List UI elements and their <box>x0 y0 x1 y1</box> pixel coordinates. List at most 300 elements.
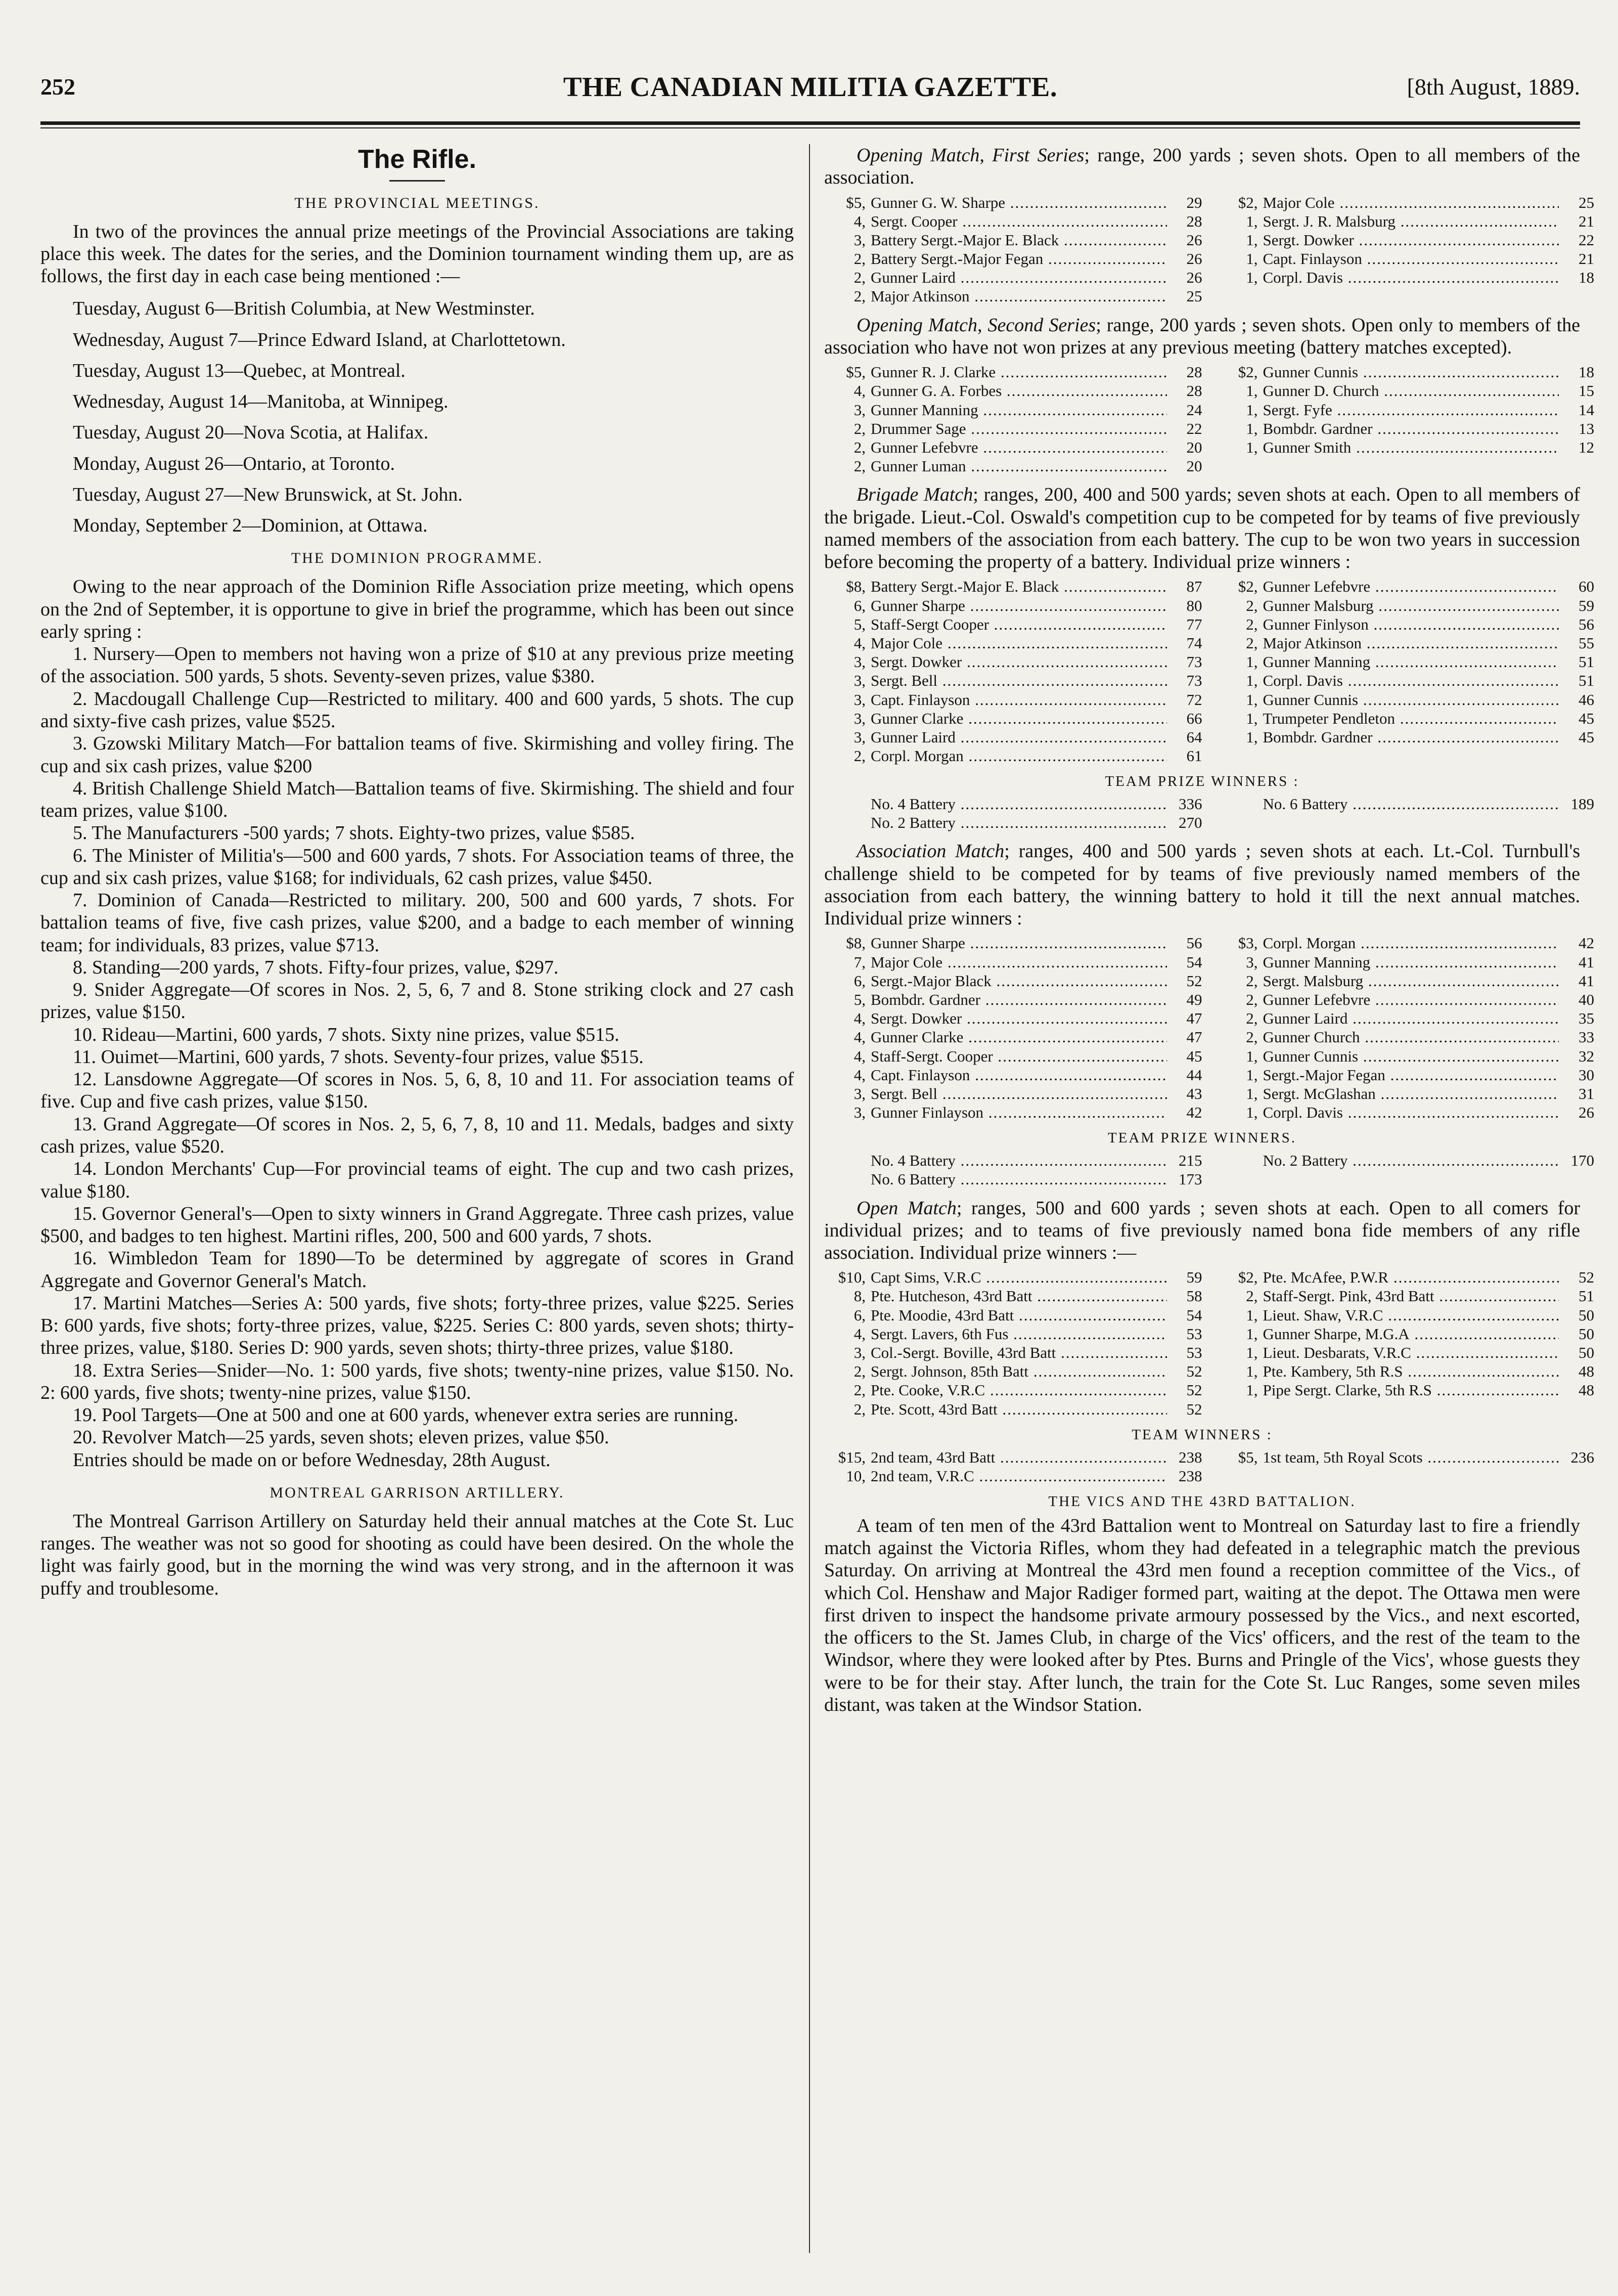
score: 30 <box>1579 1066 1594 1084</box>
programme-item: 17. Martini Matches—Series A: 500 yards, five shots; forty-three prizes, value $225. Series B: 600 yards, five shots; forty-three prizes, value, $225. Series C: 800 yards, seven shots; thirty-three prizes, value, $180. Series D: 900 yards, seven shots; thirty-three prizes, value $180. <box>40 1292 794 1359</box>
prize-row <box>824 1028 1202 1046</box>
competitor-name: Gunner Luman ..... <box>871 457 1167 475</box>
competitor-name: Gunner Church ..... <box>1263 1028 1559 1046</box>
competitor-name: Trumpeter Pendleton ..... <box>1263 709 1559 728</box>
score: 41 <box>1579 953 1594 971</box>
prize-row <box>1217 1084 1595 1103</box>
prize-row <box>824 1448 1202 1467</box>
prize-row <box>1217 1151 1595 1170</box>
prize-row <box>824 1084 1202 1103</box>
competitor-name: Sergt. Fyfe ..... <box>1263 401 1559 419</box>
prize-amount: 5, <box>853 615 866 633</box>
competitor-name: Gunner Cunnis ..... <box>1263 690 1559 709</box>
prize-row <box>1217 972 1595 990</box>
score: 42 <box>1186 1103 1202 1122</box>
score: 15 <box>1579 382 1594 400</box>
score: 53 <box>1186 1344 1202 1362</box>
prize-row <box>824 1047 1202 1066</box>
prize-row <box>824 690 1202 709</box>
prize-amount: 4, <box>853 1009 866 1028</box>
programme-item: 13. Grand Aggregate—Of scores in Nos. 2, 5, 6, 7, 8, 10 and 11. Medals, badges and sixty cash prizes, value $520. <box>40 1113 794 1158</box>
score: 50 <box>1579 1324 1594 1343</box>
prize-amount: 2, <box>1246 634 1258 652</box>
prize-amount: 4, <box>853 1028 866 1046</box>
prize-amount: 2, <box>853 457 866 475</box>
match-description: ; ranges, 500 and 600 yards ; seven shots at each. Open to all comers for individual prizes; and to teams of five previously named bona fide members of any rifle association. Individual prize winners :— <box>824 1197 1581 1264</box>
prize-column-left <box>824 193 1209 306</box>
programme-item: 7. Dominion of Canada—Restricted to military. 200, 500 and 600 yards, 7 shots. For battalion teams of five, five cash prizes, value $200, and a badge to each member of winning team; for individuals, 83 prizes, value $713. <box>40 890 794 956</box>
prize-amount: 1, <box>1246 1344 1258 1362</box>
prize-amount: 1, <box>1246 438 1258 456</box>
prize-column-left <box>824 363 1209 475</box>
programme-item: 1. Nursery—Open to members not having won a prize of $10 at any previous prize meeting of the association. 500 yards, 5 shots. Seventy-seven prizes, value $380. <box>40 643 794 687</box>
entries-note: Entries should be made on or before Wednesday, 28th August. <box>73 1449 551 1471</box>
team-prize-heading: TEAM PRIZE WINNERS. <box>1107 1130 1297 1146</box>
score: 47 <box>1186 1009 1202 1028</box>
vics-text: A team of ten men of the 43rd Battalion went to Montreal on Saturday last to fire a friendly match against the Victoria Rifles, whom they had defeated in a telegraphic match the previous Saturday. On arriving at Montreal the 43rd men found a reception committee of the Vics., of which Col. Henshaw and Major Radiger formed part, waiting at the depot. The Ottawa men were first driven to inspect the handsome private armoury possessed by the Vics., and next escorted, the officers to the St. James Club, in charge of the Vics' officers, and the rest of the team to the Windsor, where they were looked after by Ptes. Burns and Pringle of the Vics', whose guests they were to be for their stay. After lunch, the train for the Cote St. Luc Ranges, some seven miles distant, was taken at the Windsor Station. <box>824 1515 1580 1715</box>
prize-amount: $8, <box>846 578 866 596</box>
competitor-name: Battery Sergt.-Major E. Black ..... <box>871 231 1167 249</box>
prize-amount: 5, <box>853 991 866 1009</box>
score: 55 <box>1579 634 1594 652</box>
match-description: ; ranges, 200, 400 and 500 yards; seven shots at each. Open to all members of the brigade. Lieut.-Col. Oswald's competition cup to be competed for by teams of five previously named members of the association from each battery. The cup to be won two years in succession before becoming the property of a battery. Individual prize winners : <box>824 484 1580 573</box>
score: 59 <box>1579 596 1594 614</box>
score: 72 <box>1186 690 1202 709</box>
prize-row <box>1217 1268 1595 1287</box>
score: 12 <box>1579 438 1594 456</box>
prize-amount: 2, <box>1246 991 1258 1009</box>
score: 42 <box>1579 934 1594 952</box>
score: 22 <box>1579 231 1594 249</box>
competitor-name: Battery Sergt.-Major E. Black ..... <box>871 577 1167 596</box>
prize-amount: 2, <box>853 419 866 437</box>
score: 28 <box>1186 212 1202 230</box>
score: 56 <box>1186 934 1202 952</box>
programme-item: 4. British Challenge Shield Match—Battalion teams of five. Skirmishing. The shield and four team prizes, value $100. <box>40 777 794 822</box>
competitor-name: Bombdr. Gardner ..... <box>1263 728 1559 746</box>
competitor-name: Major Cole ..... <box>871 634 1167 652</box>
programme-item: 16. Wimbledon Team for 1890—To be determined by aggregate of scores in Grand Aggregate and Governor General's Match. <box>40 1248 794 1292</box>
competitor-name: Staff-Sergt Cooper ..... <box>871 615 1167 634</box>
prize-row <box>824 671 1202 690</box>
competitor-name: Pte. Cooke, V.R.C ..... <box>871 1381 1167 1399</box>
prize-row <box>824 813 1202 832</box>
competitor-name: Gunner Lefebvre ..... <box>1263 577 1559 596</box>
score: 40 <box>1579 991 1594 1009</box>
score: 53 <box>1186 1324 1202 1343</box>
competitor-name: Major Cole ..... <box>871 953 1167 972</box>
prize-column-right <box>1209 1151 1595 1188</box>
competitor-name: Capt. Finlayson ..... <box>871 690 1167 709</box>
score: 35 <box>1579 1009 1594 1028</box>
prize-column-right <box>1209 363 1595 475</box>
programme-item: 10. Rideau—Martini, 600 yards, 7 shots. Sixty nine prizes, value $515. <box>73 1024 619 1045</box>
score: 52 <box>1186 1381 1202 1399</box>
prize-amount: 1, <box>1246 212 1258 230</box>
score: 61 <box>1186 747 1202 765</box>
prize-row <box>1217 1381 1595 1399</box>
score: 26 <box>1186 269 1202 287</box>
score: 54 <box>1186 1306 1202 1324</box>
prize-row <box>1217 728 1595 746</box>
prize-row <box>824 1324 1202 1343</box>
score: 18 <box>1579 269 1594 287</box>
competitor-name: Pipe Sergt. Clarke, 5th R.S ..... <box>1263 1381 1559 1399</box>
prize-amount: 1, <box>1246 231 1258 249</box>
prize-row <box>1217 231 1595 249</box>
competitor-name: Sergt. J. R. Malsburg ..... <box>1263 212 1559 231</box>
score: 59 <box>1186 1268 1202 1287</box>
score: 28 <box>1186 382 1202 400</box>
masthead <box>40 66 1580 111</box>
prize-amount: 2, <box>853 438 866 456</box>
score: 26 <box>1186 231 1202 249</box>
prize-amount: 3, <box>853 1103 866 1122</box>
match-title: Brigade Match <box>857 484 973 506</box>
masthead-rule-thin <box>40 127 1580 128</box>
competitor-name: Gunner Manning ..... <box>1263 953 1559 972</box>
team-prize-table <box>824 794 1594 832</box>
page-number: 252 <box>40 74 75 100</box>
competitor-name: Pte. McAfee, P.W.R ..... <box>1263 1268 1559 1287</box>
prize-column-left <box>824 794 1209 832</box>
prize-row <box>824 652 1202 671</box>
prize-amount: 1, <box>1246 1103 1258 1122</box>
prize-row <box>1217 615 1595 634</box>
prize-row <box>824 363 1202 381</box>
prize-row <box>1217 690 1595 709</box>
score: 50 <box>1579 1344 1594 1362</box>
prize-row <box>824 746 1202 765</box>
programme-item: 2. Macdougall Challenge Cup—Restricted to military. 400 and 600 yards, 5 shots. The cup and sixty-five cash prizes, value $525. <box>40 688 794 732</box>
score: 73 <box>1186 672 1202 690</box>
score: 60 <box>1579 578 1594 596</box>
competitor-name: Sergt. Cooper ..... <box>871 212 1167 231</box>
competitor-name: Sergt. Dowker ..... <box>871 652 1167 671</box>
prize-row <box>1217 953 1595 972</box>
competitor-name: Pte. Scott, 43rd Batt ..... <box>871 1400 1167 1419</box>
prize-row <box>1217 1066 1595 1084</box>
competitor-name: Gunner Laird ..... <box>1263 1009 1559 1028</box>
programme-item: 18. Extra Series—Snider—No. 1: 500 yards, five shots; twenty-nine prizes, value $150. No. 2: 600 yards, five shots; twenty-nine prizes, value $150. <box>40 1359 794 1403</box>
competitor-name: Gunner Sharpe, M.G.A ..... <box>1263 1324 1559 1343</box>
competitor-name: Staff-Sergt. Cooper ..... <box>871 1047 1167 1066</box>
score: 74 <box>1186 634 1202 652</box>
prize-amount: 2, <box>1246 1287 1258 1305</box>
competitor-name: Corpl. Davis ..... <box>1263 1103 1559 1122</box>
competitor-name: Gunner Lefebvre ..... <box>871 438 1167 457</box>
prize-row <box>824 1362 1202 1381</box>
competitor-name: Corpl. Davis ..... <box>1263 671 1559 690</box>
prize-amount: $10, <box>838 1268 866 1287</box>
score: 336 <box>1179 795 1202 813</box>
score: 21 <box>1579 250 1594 268</box>
prize-amount: $15, <box>838 1448 866 1466</box>
programme-item: 14. London Merchants' Cup—For provincial teams of eight. The cup and two cash prizes, value $180. <box>40 1158 794 1202</box>
competitor-name: Sergt. Malsburg ..... <box>1263 972 1559 990</box>
score: 26 <box>1186 250 1202 268</box>
prize-table <box>824 1268 1594 1419</box>
prize-amount: 1, <box>1246 1047 1258 1065</box>
prize-amount: 6, <box>853 1306 866 1324</box>
competitor-name: Bombdr. Gardner ..... <box>1263 419 1559 438</box>
match-paragraph <box>824 144 1580 189</box>
score: 51 <box>1579 653 1594 671</box>
competitor-name: Lieut. Desbarats, V.R.C ..... <box>1263 1343 1559 1362</box>
prize-amount: 1, <box>1246 728 1258 746</box>
column-divider <box>809 144 810 2253</box>
prize-row <box>824 794 1202 813</box>
prize-row <box>824 1103 1202 1122</box>
score: 50 <box>1579 1306 1594 1324</box>
prize-row <box>1217 709 1595 728</box>
score: 236 <box>1570 1448 1594 1466</box>
competitor-name: Pte. Kambery, 5th R.S ..... <box>1263 1362 1559 1381</box>
score: 33 <box>1579 1028 1594 1046</box>
prize-amount: 1, <box>1246 1362 1258 1381</box>
prize-row <box>824 934 1202 952</box>
score: 238 <box>1179 1448 1202 1466</box>
prize-row <box>1217 1448 1595 1467</box>
date-item: Tuesday, August 13—Quebec, at Montreal. <box>73 360 406 381</box>
competitor-name: Sergt. Bell ..... <box>871 1084 1167 1103</box>
score: 25 <box>1186 287 1202 305</box>
prize-row <box>1217 652 1595 671</box>
score: 54 <box>1186 953 1202 971</box>
competitor-name: Gunner Sharpe ..... <box>871 934 1167 952</box>
score: 48 <box>1579 1381 1594 1399</box>
prize-amount: 3, <box>853 672 866 690</box>
prize-table <box>824 363 1594 475</box>
prize-amount: 10, <box>846 1467 866 1485</box>
prize-row <box>1217 1047 1595 1066</box>
competitor-name: Gunner Manning ..... <box>871 401 1167 419</box>
prize-amount: 2, <box>853 287 866 305</box>
score: 49 <box>1186 991 1202 1009</box>
match-paragraph <box>824 840 1580 930</box>
prize-row <box>824 419 1202 438</box>
competitor-name: Corpl. Morgan ..... <box>871 746 1167 765</box>
competitor-name: Gunner G. A. Forbes ..... <box>871 381 1167 400</box>
prize-row <box>1217 1103 1595 1122</box>
prize-row <box>824 268 1202 287</box>
prize-amount: 4, <box>853 1324 866 1343</box>
competitor-name: 2nd team, V.R.C ..... <box>871 1467 1167 1485</box>
prize-amount: 7, <box>853 953 866 971</box>
prize-row <box>1217 1287 1595 1305</box>
prize-row <box>824 577 1202 596</box>
competitor-name: 1st team, 5th Royal Scots ..... <box>1263 1448 1559 1467</box>
score: 52 <box>1186 1362 1202 1381</box>
programme-item: 12. Lansdowne Aggregate—Of scores in Nos. 5, 6, 8, 10 and 11. For association teams of five. Cup and five cash prizes, value $150. <box>40 1069 794 1113</box>
prize-row <box>824 231 1202 249</box>
score: 238 <box>1179 1467 1202 1485</box>
prize-amount: 6, <box>853 596 866 614</box>
prize-row <box>824 990 1202 1009</box>
prize-row <box>1217 212 1595 231</box>
score: 170 <box>1570 1152 1594 1170</box>
prize-table <box>824 577 1594 765</box>
score: 52 <box>1186 1400 1202 1418</box>
prize-amount: 1, <box>1246 690 1258 709</box>
match-description: ; range, 200 yards ; seven shots. Open to all members of the association. <box>824 145 1580 189</box>
prize-amount: 2, <box>853 1400 866 1418</box>
prize-row <box>824 1268 1202 1287</box>
date-item: Wednesday, August 14—Manitoba, at Winnipeg. <box>73 391 448 413</box>
prize-row <box>1217 1362 1595 1381</box>
prize-amount: 2, <box>1246 615 1258 633</box>
prize-row <box>824 953 1202 972</box>
score: 52 <box>1186 972 1202 990</box>
competitor-name: Bombdr. Gardner ..... <box>871 990 1167 1009</box>
score: 41 <box>1579 972 1594 990</box>
score: 56 <box>1579 615 1594 633</box>
date-item: Tuesday, August 6—British Columbia, at New Westminster. <box>73 298 535 320</box>
score: 18 <box>1579 363 1594 381</box>
competitor-name: Capt. Finlayson ..... <box>871 1066 1167 1084</box>
competitor-name: Gunner R. J. Clarke ..... <box>871 363 1167 381</box>
score: 26 <box>1579 1103 1594 1122</box>
prize-amount: 3, <box>853 728 866 746</box>
competitor-name: Pte. Moodie, 43rd Batt ..... <box>871 1306 1167 1324</box>
competitor-name: Gunner Laird ..... <box>871 728 1167 746</box>
date-item: Monday, August 26—Ontario, at Toronto. <box>73 453 395 474</box>
prize-amount: 4, <box>853 382 866 400</box>
prize-row <box>1217 268 1595 287</box>
prize-amount: 2, <box>853 250 866 268</box>
match-title: Association Match <box>857 841 1005 862</box>
competitor-name: Lieut. Shaw, V.R.C ..... <box>1263 1306 1559 1324</box>
competitor-name: Capt. Finlayson ..... <box>1263 249 1559 268</box>
programme-item: 3. Gzowski Military Match—For battalion teams of five. Skirmishing and volley firing. The cup and six cash prizes, value $200 <box>40 733 794 777</box>
score: 73 <box>1186 653 1202 671</box>
score: 45 <box>1186 1047 1202 1065</box>
prize-table <box>824 193 1594 306</box>
competitor-name: Sergt. McGlashan ..... <box>1263 1084 1559 1103</box>
prize-amount: 1, <box>1246 401 1258 419</box>
prize-amount: $2, <box>1238 193 1258 211</box>
competitor-name: Gunner Laird ..... <box>871 268 1167 287</box>
prize-column-left <box>824 1268 1209 1419</box>
score: 32 <box>1579 1047 1594 1065</box>
programme-list <box>40 643 794 1471</box>
prize-amount: $8, <box>846 934 866 952</box>
prize-amount: 6, <box>853 972 866 990</box>
provincial-heading: THE PROVINCIAL MEETINGS. <box>294 194 540 211</box>
competitor-name: 2nd team, 43rd Batt ..... <box>871 1448 1167 1467</box>
date-item: Tuesday, August 20—Nova Scotia, at Halifax. <box>73 422 429 444</box>
prize-row <box>1217 794 1595 813</box>
score: 51 <box>1579 672 1594 690</box>
prize-row <box>824 1381 1202 1399</box>
prize-amount: $5, <box>1238 1448 1258 1466</box>
competitor-name: Capt Sims, V.R.C ..... <box>871 1268 1167 1287</box>
score: 29 <box>1186 193 1202 211</box>
score: 24 <box>1186 401 1202 419</box>
prize-amount: 8, <box>853 1287 866 1305</box>
score: 52 <box>1579 1268 1594 1287</box>
score: 64 <box>1186 728 1202 746</box>
prize-amount: 3, <box>853 690 866 709</box>
score: 22 <box>1186 419 1202 437</box>
prize-row <box>824 1287 1202 1305</box>
score: 80 <box>1186 596 1202 614</box>
masthead-date: [8th August, 1889. <box>1407 74 1580 100</box>
competitor-name: No. 2 Battery ..... <box>871 813 1167 832</box>
competitor-name: Gunner Cunnis ..... <box>1263 363 1559 381</box>
competitor-name: Gunner Cunnis ..... <box>1263 1047 1559 1066</box>
prize-row <box>824 615 1202 634</box>
score: 43 <box>1186 1084 1202 1102</box>
prize-row <box>824 1066 1202 1084</box>
score: 66 <box>1186 709 1202 727</box>
competitor-name: Gunner G. W. Sharpe ..... <box>871 193 1167 212</box>
match-description: ; range, 200 yards ; seven shots. Open only to members of the association who have not won prizes at any previous meeting (battery matches excepted). <box>824 314 1580 358</box>
prize-amount: 2, <box>853 269 866 287</box>
left-column <box>40 144 794 1600</box>
score: 45 <box>1579 728 1594 746</box>
prize-row <box>1217 577 1595 596</box>
prize-amount: 1, <box>1246 419 1258 437</box>
prize-row <box>824 193 1202 212</box>
score: 48 <box>1579 1362 1594 1381</box>
competitor-name: Gunner Finlyson ..... <box>1263 615 1559 634</box>
prize-amount: 3, <box>853 1084 866 1102</box>
prize-row <box>1217 934 1595 952</box>
competitor-name: Sergt. Dowker ..... <box>1263 231 1559 249</box>
prize-amount: 1, <box>1246 1324 1258 1343</box>
prize-amount: 3, <box>853 709 866 727</box>
masthead-title: THE CANADIAN MILITIA GAZETTE. <box>563 71 1058 102</box>
match-title: Open Match <box>857 1197 957 1219</box>
date-item: Tuesday, August 27—New Brunswick, at St. John. <box>73 483 463 505</box>
dominion-intro: Owing to the near approach of the Dominion Rifle Association prize meeting, which opens on the 2nd of September, it is opportune to give in brief the programme, which has been out since early spring : <box>40 576 794 642</box>
prize-row <box>1217 596 1595 615</box>
prize-amount: 3, <box>853 653 866 671</box>
prize-amount: 4, <box>853 212 866 230</box>
competitor-name: Gunner D. Church ..... <box>1263 381 1559 400</box>
garrison-text: The Montreal Garrison Artillery on Saturday held their annual matches at the Cote St. Luc ranges. The weather was not so good for shooting as could have been desired. On the whole the light was fairly good, but in the morning the wind was very strong, and in the afternoon it was puffy and troublesome. <box>40 1510 794 1599</box>
prize-amount: 1, <box>1246 1306 1258 1324</box>
prize-amount: 3, <box>853 401 866 419</box>
prize-row <box>824 709 1202 728</box>
score: 215 <box>1179 1152 1202 1170</box>
score: 189 <box>1570 795 1594 813</box>
score: 25 <box>1579 193 1594 211</box>
competitor-name: Gunner Clarke ..... <box>871 709 1167 728</box>
competitor-name: Sergt. Lavers, 6th Fus ..... <box>871 1324 1167 1343</box>
prize-row <box>824 1400 1202 1419</box>
section-heading: The Rifle. <box>357 145 477 174</box>
competitor-name: Col.-Sergt. Boville, 43rd Batt ..... <box>871 1343 1167 1362</box>
competitor-name: Gunner Finlayson ..... <box>871 1103 1167 1122</box>
prize-row <box>824 634 1202 652</box>
prize-column-left <box>824 1448 1209 1485</box>
competitor-name: Gunner Lefebvre ..... <box>1263 990 1559 1009</box>
competitor-name: Sergt.-Major Black ..... <box>871 972 1167 990</box>
match-paragraph <box>824 1197 1580 1264</box>
prize-row <box>1217 438 1595 457</box>
prize-row <box>1217 1009 1595 1028</box>
prize-amount: 1, <box>1246 1381 1258 1399</box>
competitor-name: Major Atkinson ..... <box>871 287 1167 305</box>
competitor-name: Sergt. Dowker ..... <box>871 1009 1167 1028</box>
prize-amount: $2, <box>1238 578 1258 596</box>
prize-amount: 2, <box>853 1362 866 1381</box>
prize-row <box>1217 249 1595 268</box>
prize-amount: 1, <box>1246 269 1258 287</box>
programme-item: 5. The Manufacturers -500 yards; 7 shots. Eighty-two prizes, value $585. <box>73 822 635 844</box>
